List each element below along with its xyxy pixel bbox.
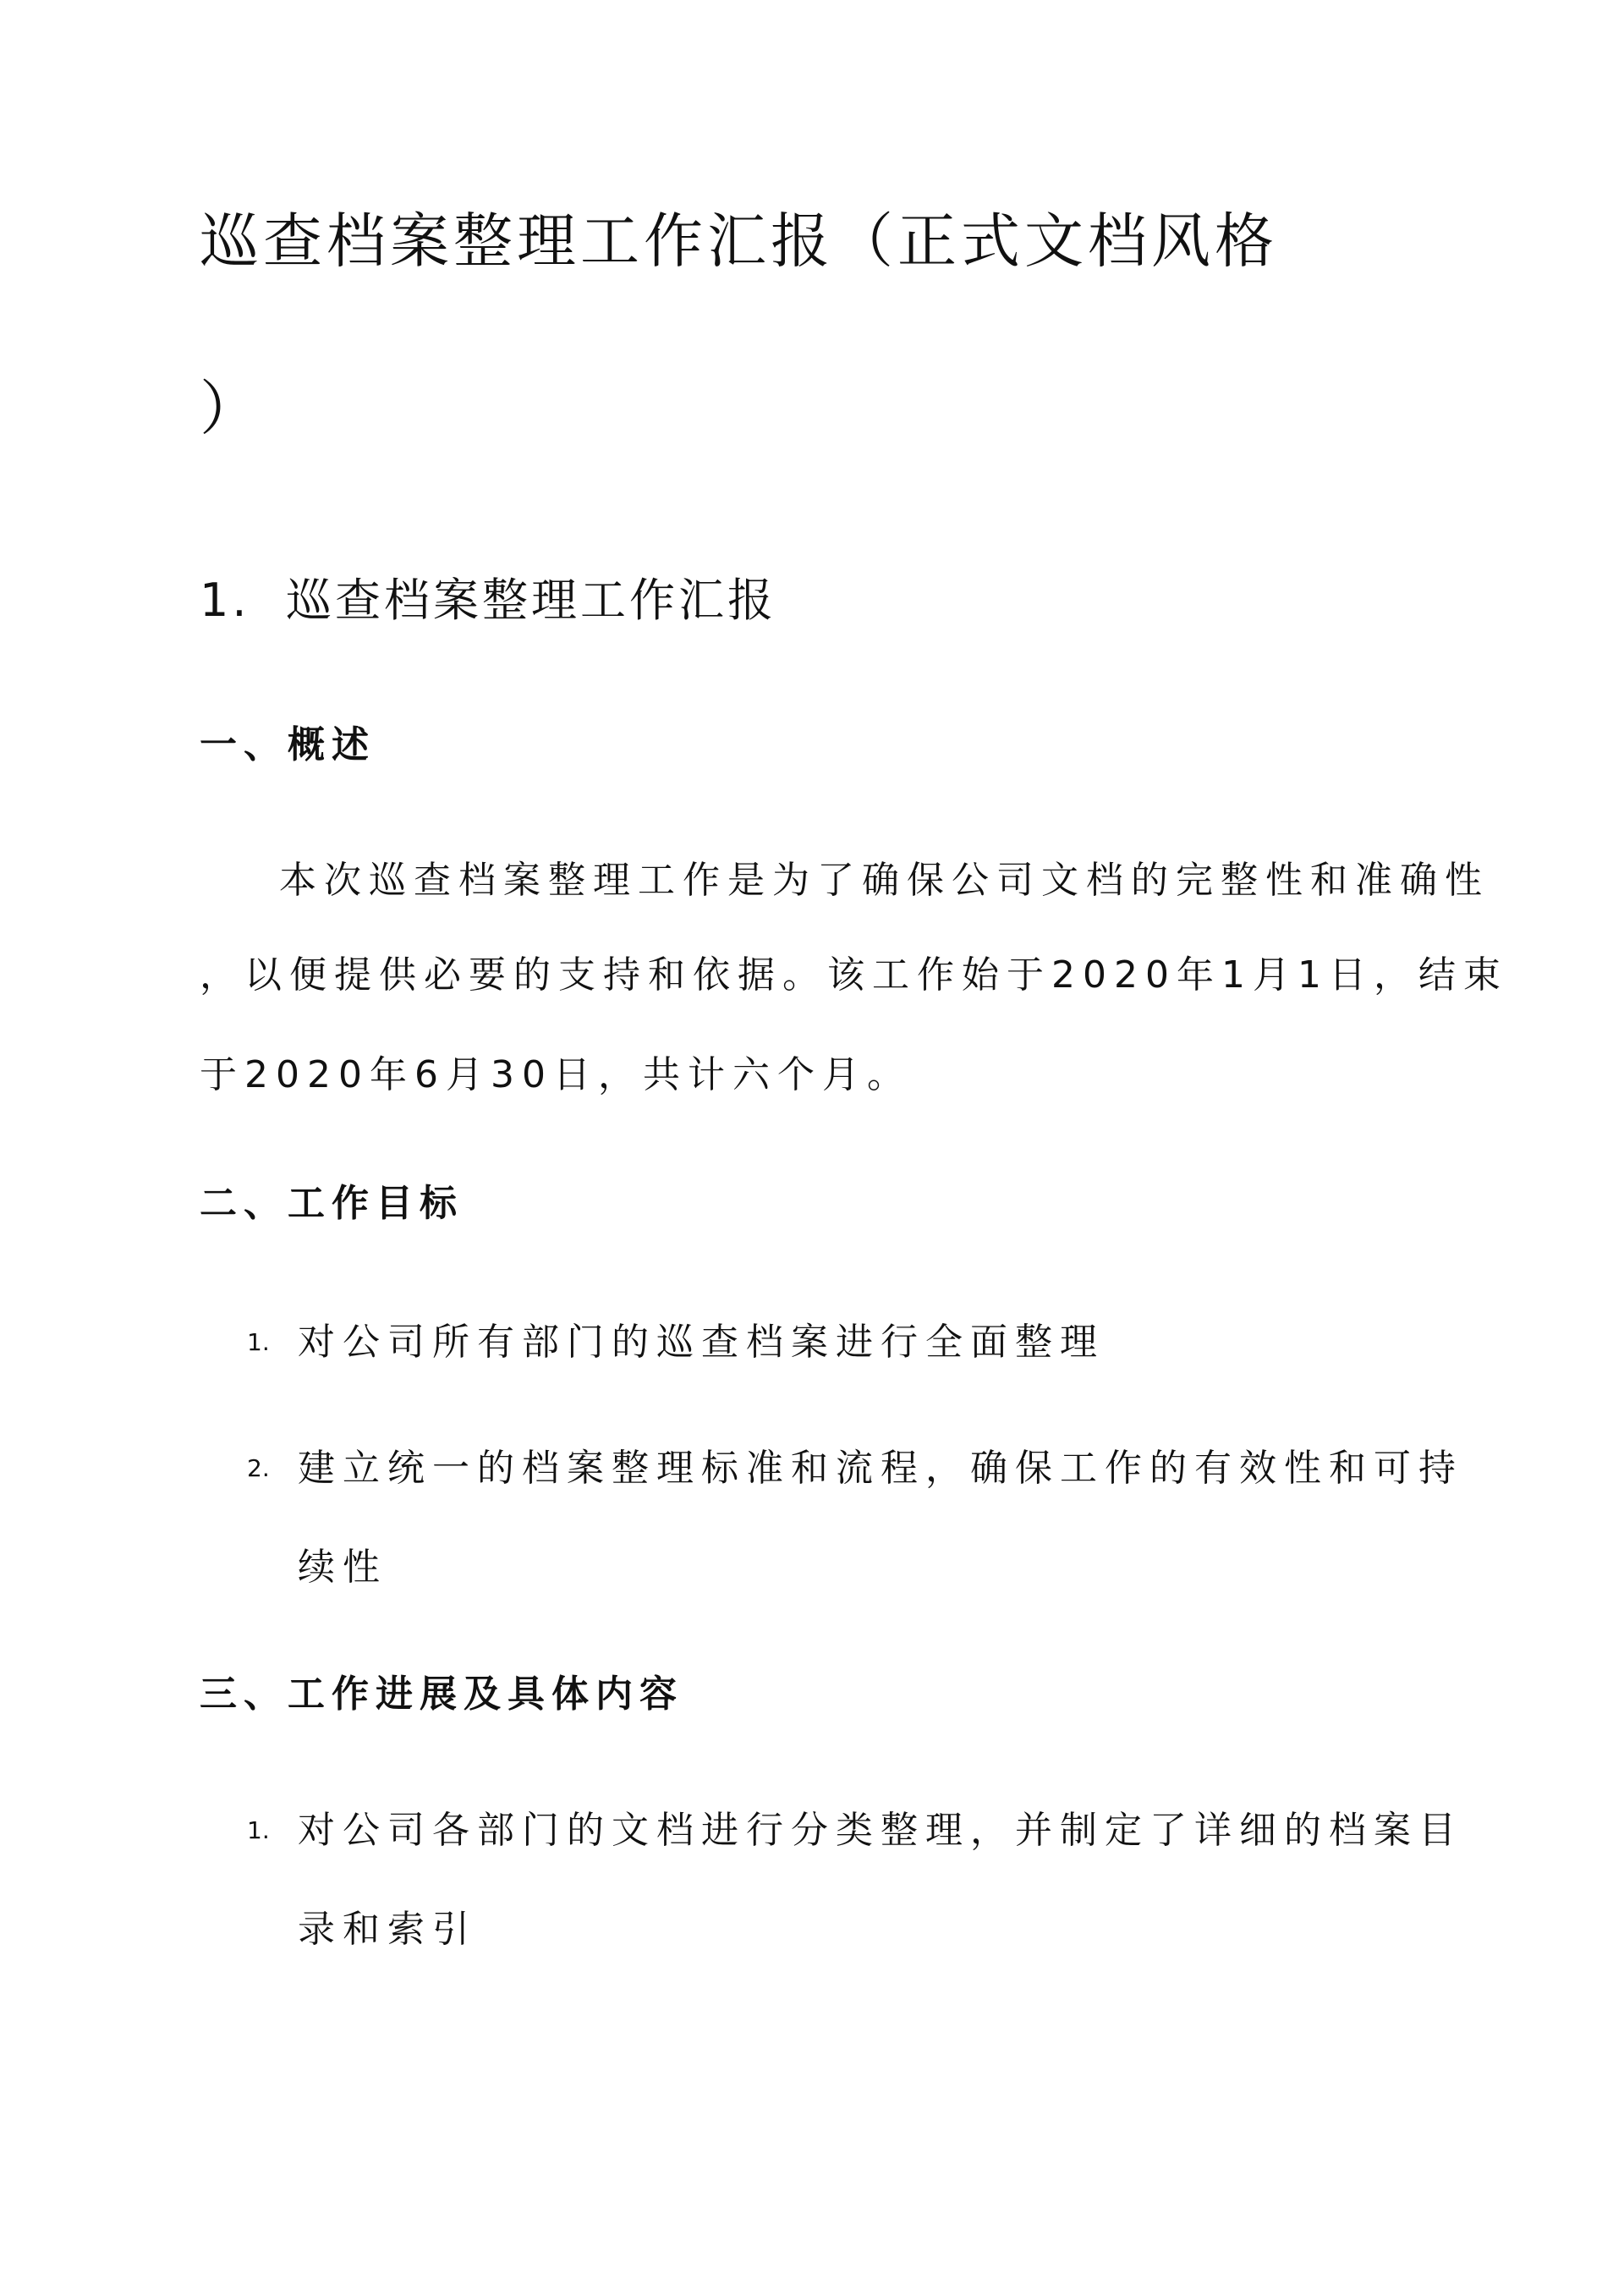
overview-paragraph-line-2: ，以便提供必要的支持和依据。该工作始于2020年1月1日，结束 (200, 953, 1508, 997)
goal-2-text-line-1: 建立统一的档案整理标准和流程，确保工作的有效性和可持 (298, 1447, 1463, 1490)
goal-2-marker: 2. (247, 1454, 270, 1482)
document-title-line-1: 巡查档案整理工作汇报（正式文档风格 (200, 206, 1278, 276)
document-title-line-2: ） (200, 374, 263, 443)
section-heading (200, 574, 776, 627)
progress-heading: 三、工作进展及具体内容 (200, 1673, 683, 1716)
goal-1-text: 对公司所有部门的巡查档案进行全面整理 (298, 1321, 1105, 1364)
progress-1-text-line-1: 对公司各部门的文档进行分类整理，并制定了详细的档案目 (298, 1809, 1463, 1852)
progress-1-marker: 1. (247, 1816, 270, 1844)
goal-1-marker: 1. (247, 1328, 270, 1356)
overview-heading: 一、概述 (200, 723, 376, 766)
section-number: 1. (200, 574, 250, 627)
overview-paragraph-line-1: 本次巡查档案整理工作是为了确保公司文档的完整性和准确性 (279, 859, 1490, 902)
goal-2-text-line-2: 续性 (298, 1546, 387, 1589)
section-title: 巡查档案整理工作汇报 (286, 574, 776, 627)
goals-heading: 二、工作目标 (200, 1182, 464, 1225)
progress-1-text-line-2: 录和索引 (298, 1908, 477, 1951)
overview-paragraph-line-3: 于2020年6月30日，共计六个月。 (200, 1053, 912, 1096)
